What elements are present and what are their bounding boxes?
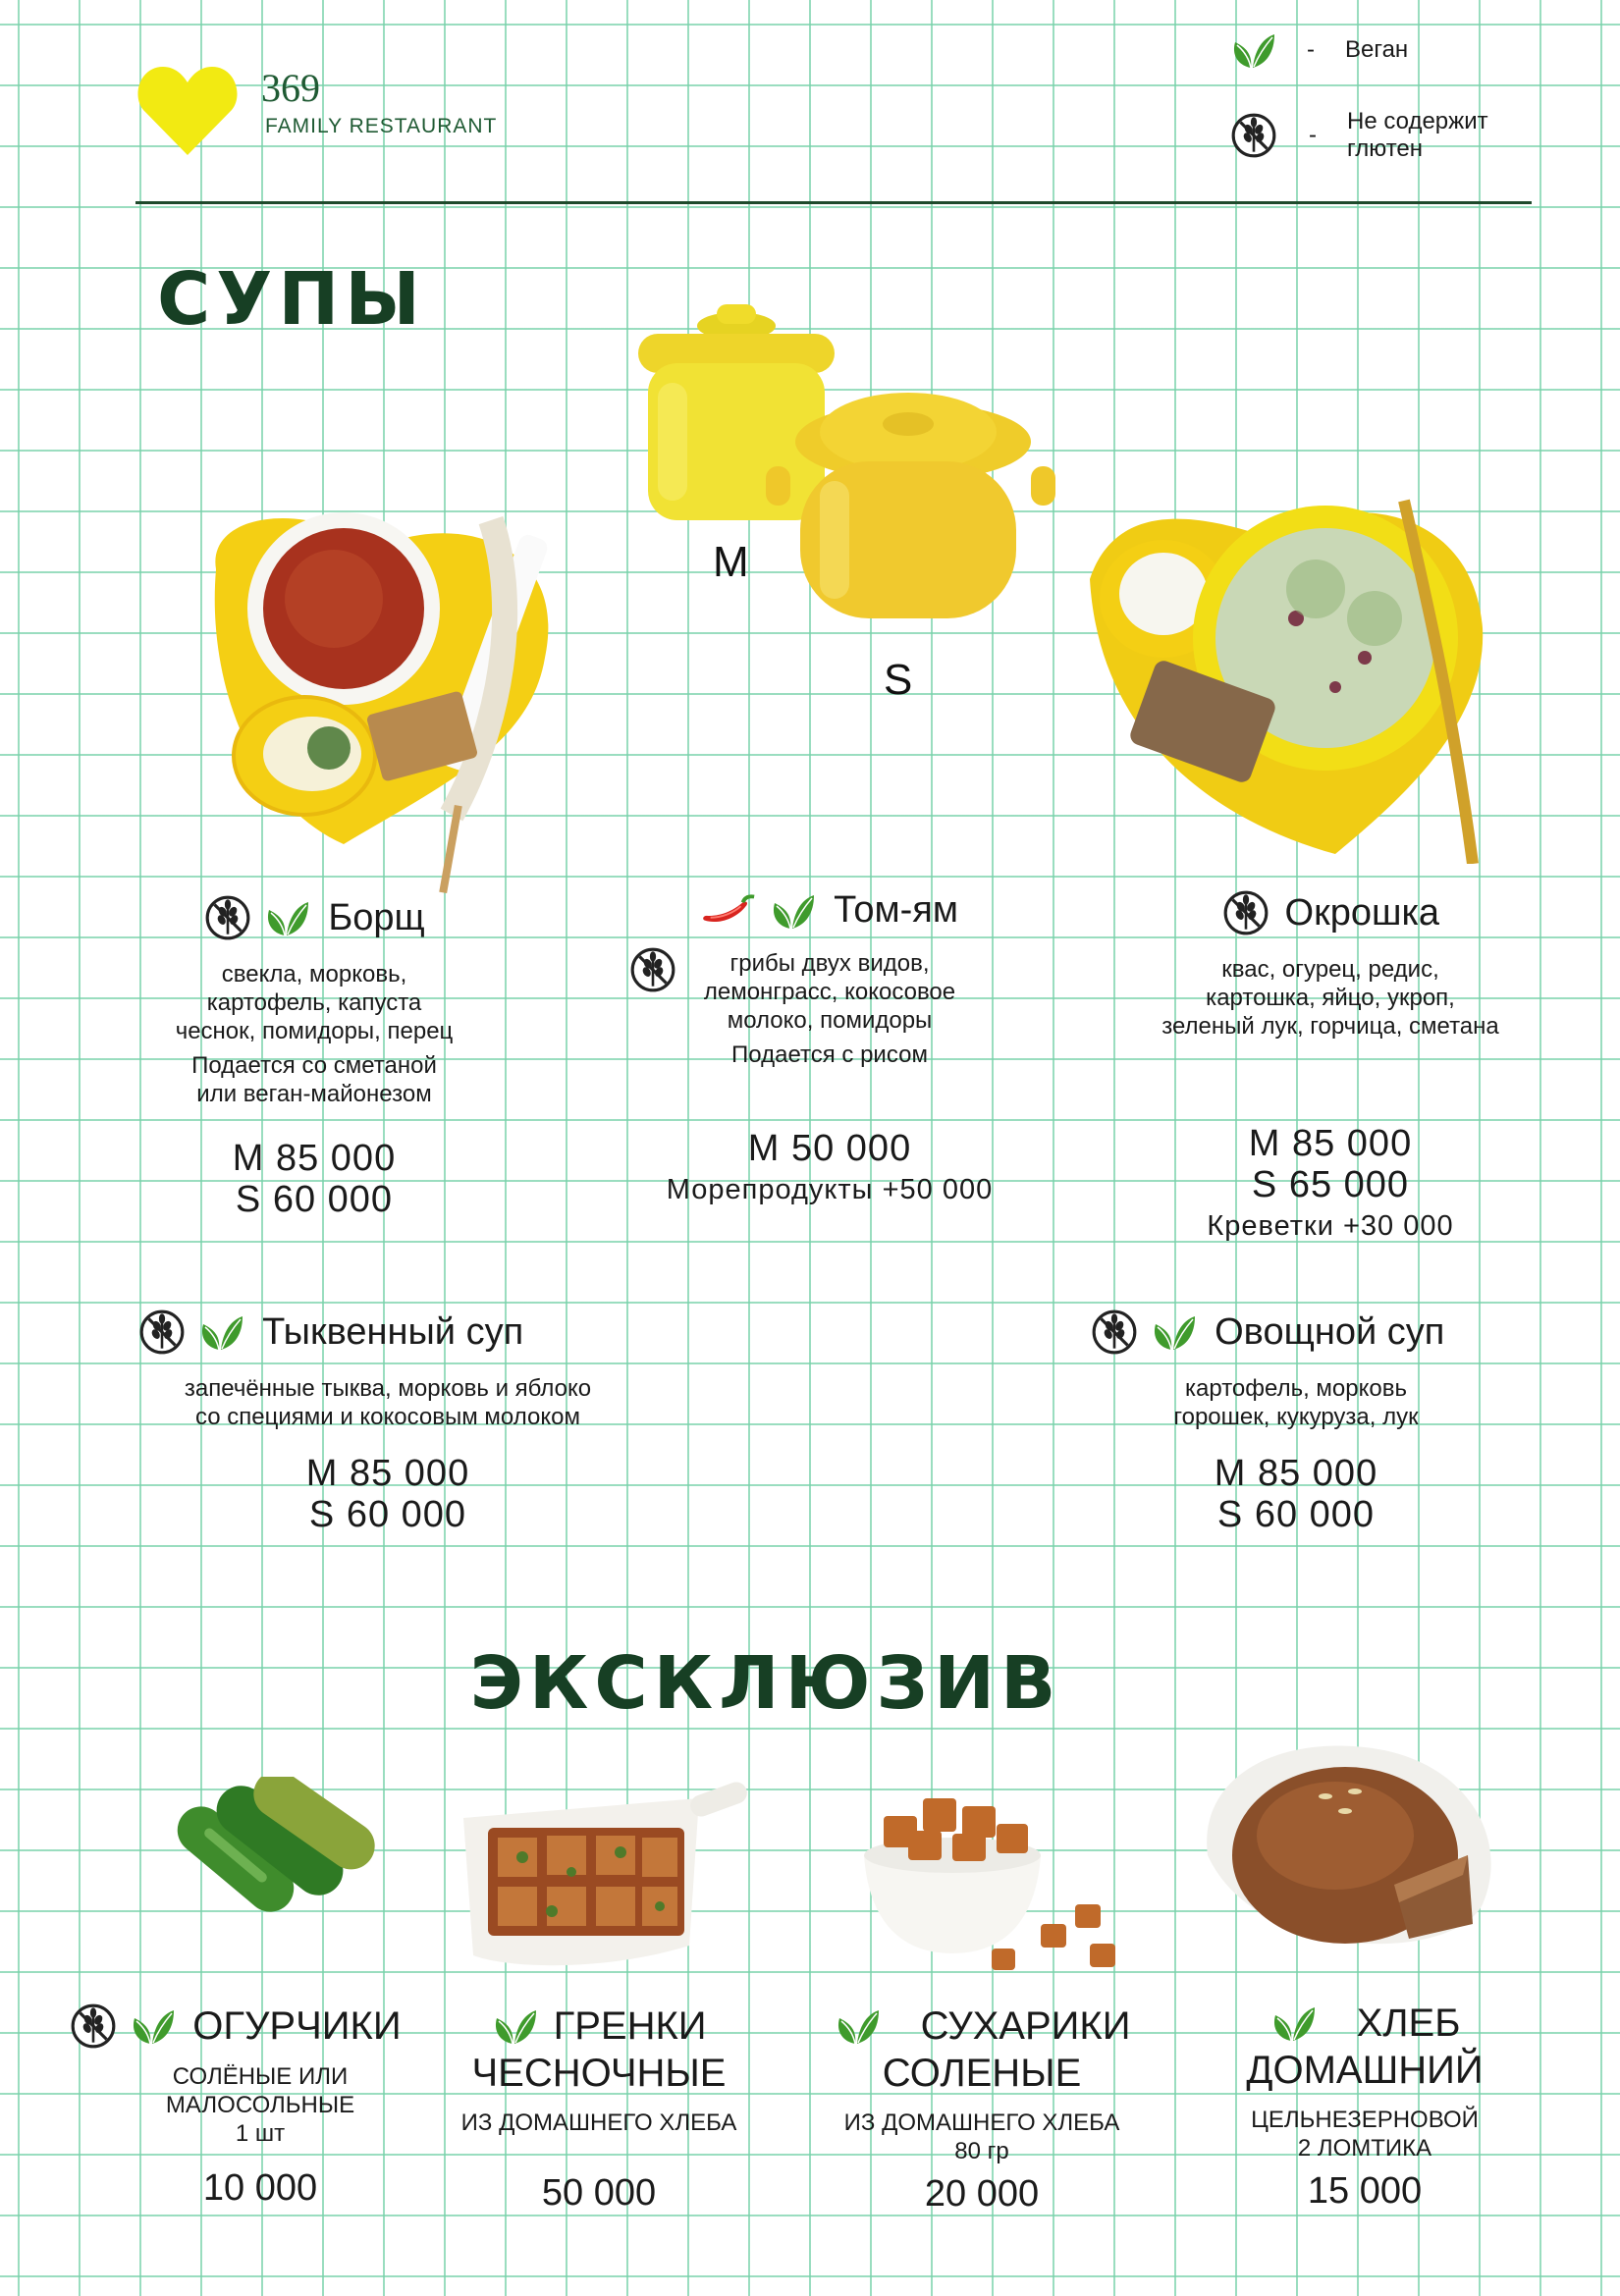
dish-name: Окрошка xyxy=(1284,891,1440,934)
dish-tom-yum xyxy=(628,888,1031,1210)
price-s: S 65 000 xyxy=(1251,1164,1410,1205)
leaf-icon xyxy=(834,2005,881,2047)
no-gluten-icon xyxy=(203,893,252,942)
croutons-garlic-photo xyxy=(454,1779,758,1975)
item-price: 10 000 xyxy=(202,2167,318,2210)
leaf-icon xyxy=(769,890,816,932)
item-name-line2: ЧЕСНОЧНЫЕ xyxy=(471,2052,727,2096)
item-price: 20 000 xyxy=(924,2173,1040,2216)
header-divider xyxy=(135,201,1532,204)
item-desc-line: СОЛЁНЫЕ ИЛИ xyxy=(172,2063,349,2091)
leaf-icon xyxy=(1269,2002,1317,2044)
dish-desc-line: чеснок, помидоры, перец xyxy=(175,1018,454,1044)
legend-label-line1: Не содержит xyxy=(1347,108,1488,134)
dish-name: Том-ям xyxy=(834,889,958,932)
dish-desc-line: со специями и кокосовым молоком xyxy=(194,1404,580,1430)
dish-desc-line: запечённые тыква, морковь и яблоко xyxy=(184,1375,592,1402)
item-name: ХЛЕБ xyxy=(1356,2002,1461,2046)
pickles-photo xyxy=(157,1777,393,1973)
item-name: ОГУРЧИКИ xyxy=(192,2004,402,2049)
leaf-icon xyxy=(1150,1311,1197,1353)
item-homemade-bread xyxy=(1208,1998,1522,2213)
size-m-label: M xyxy=(713,538,749,586)
legend-dash: - xyxy=(1307,36,1315,63)
legend-dash: - xyxy=(1309,122,1317,148)
pots-photo xyxy=(619,294,1060,648)
price-s: S 60 000 xyxy=(308,1494,467,1535)
price-m: M 85 000 xyxy=(1248,1123,1413,1164)
logo-heart-icon xyxy=(137,63,238,157)
leaf-icon xyxy=(491,2005,538,2047)
chili-icon xyxy=(701,891,758,931)
price-extra: Морепродукты +50 000 xyxy=(666,1174,994,1206)
homemade-bread-photo xyxy=(1198,1737,1502,1963)
no-gluten-icon xyxy=(1090,1308,1139,1357)
dish-vegetable-soup xyxy=(1090,1308,1502,1535)
leaf-icon xyxy=(1229,29,1276,71)
dish-note-line: Подается со сметаной xyxy=(191,1052,437,1079)
dish-desc-line: лемонграсс, кокосовое xyxy=(703,979,956,1006)
leaf-icon xyxy=(263,897,310,938)
price-s: S 60 000 xyxy=(235,1179,394,1220)
item-name: СУХАРИКИ xyxy=(920,2004,1131,2049)
legend-label-line2: глютен xyxy=(1347,135,1424,162)
price-m: M 85 000 xyxy=(232,1138,397,1179)
item-price: 50 000 xyxy=(541,2172,657,2215)
dish-name: Борщ xyxy=(328,896,425,938)
item-desc-line: ИЗ ДОМАШНЕГО ХЛЕБА xyxy=(460,2109,737,2137)
item-desc-line: МАЛОСОЛЬНЫЕ xyxy=(165,2092,355,2119)
no-gluten-icon xyxy=(1229,111,1278,160)
dish-name: Овощной суп xyxy=(1215,1310,1445,1353)
no-gluten-icon xyxy=(1221,888,1270,937)
item-name-line2: СОЛЕНЫЕ xyxy=(882,2052,1082,2096)
item-salted-croutons xyxy=(825,2001,1139,2216)
price-m: M 50 000 xyxy=(747,1128,912,1170)
dish-desc-line: горошек, кукуруза, лук xyxy=(1173,1404,1419,1430)
no-gluten-icon xyxy=(69,2002,118,2051)
item-desc-line: 2 ЛОМТИКА xyxy=(1297,2135,1432,2163)
logo-number: 369 xyxy=(261,66,320,110)
soups-title: СУПЫ xyxy=(157,257,426,342)
dish-desc-line: молоко, помидоры xyxy=(727,1007,933,1035)
leaf-icon xyxy=(129,2005,176,2047)
price-extra: Креветки +30 000 xyxy=(1207,1210,1454,1242)
item-garlic-croutons xyxy=(452,2001,746,2215)
dish-pumpkin-soup xyxy=(128,1308,648,1535)
croutons-salted-photo xyxy=(854,1777,1139,1983)
no-gluten-icon xyxy=(137,1308,187,1357)
leaf-icon xyxy=(197,1311,244,1353)
borscht-photo xyxy=(196,491,560,893)
item-desc-line: 1 шт xyxy=(235,2120,286,2148)
dish-okroshka xyxy=(1139,888,1522,1247)
item-price: 15 000 xyxy=(1307,2170,1423,2213)
dish-desc-line: грибы двух видов, xyxy=(729,950,930,978)
no-gluten-icon xyxy=(628,945,677,994)
dish-desc-line: картофель, капуста xyxy=(206,989,422,1016)
legend-label: Веган xyxy=(1345,36,1409,63)
size-s-label: S xyxy=(884,656,913,704)
legend-gluten-free xyxy=(1229,108,1488,163)
dish-name: Тыквенный суп xyxy=(262,1310,524,1353)
dish-note-line: или веган-майонезом xyxy=(196,1081,432,1107)
item-desc-line: ИЗ ДОМАШНЕГО ХЛЕБА xyxy=(843,2109,1120,2137)
price-s: S 60 000 xyxy=(1216,1494,1376,1535)
item-desc-line: ЦЕЛЬНЕЗЕРНОВОЙ xyxy=(1251,2107,1479,2134)
logo-subtitle: FAMILY RESTAURANT xyxy=(265,115,498,137)
price-m: M 85 000 xyxy=(305,1453,470,1494)
legend-vegan xyxy=(1229,29,1408,71)
dish-borscht xyxy=(128,893,501,1220)
item-name: ГРЕНКИ xyxy=(553,2004,707,2049)
dish-desc-line: картошка, яйцо, укроп, xyxy=(1206,985,1455,1011)
dish-desc-line: зеленый лук, горчица, сметана xyxy=(1161,1013,1499,1040)
dish-desc-line: квас, огурец, редис, xyxy=(1221,956,1439,983)
price-m: M 85 000 xyxy=(1214,1453,1378,1494)
item-pickles xyxy=(69,2001,412,2210)
exclusive-title: ЭКСКЛЮЗИВ xyxy=(469,1641,1062,1726)
dish-desc-line: свекла, морковь, xyxy=(221,961,407,988)
dish-desc-line: картофель, морковь xyxy=(1185,1375,1407,1402)
dish-note-line: Подается с рисом xyxy=(731,1041,928,1069)
okroshka-photo xyxy=(1080,471,1492,864)
item-name-line2: ДОМАШНИЙ xyxy=(1246,2049,1484,2093)
item-desc-line: 80 гр xyxy=(954,2138,1009,2165)
